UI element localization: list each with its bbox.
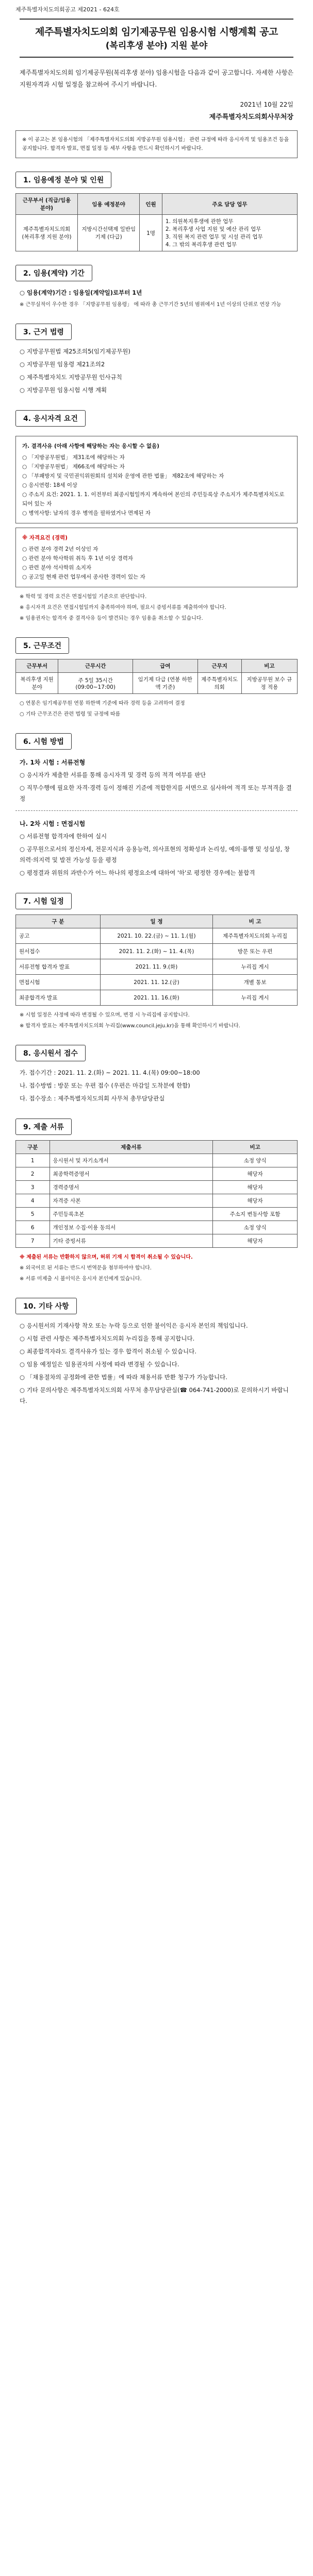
- schedule-item: 원서접수: [16, 944, 101, 959]
- cell-rank: 지방시간선택제 일반임기제 (다급): [78, 215, 140, 251]
- schedule-item: 공고: [16, 928, 101, 944]
- schedule-table: [15, 914, 298, 1006]
- doc-no: 6: [16, 1221, 50, 1234]
- issuer-name: 제주특별자치도의회사무처장: [209, 113, 293, 121]
- table-row: [16, 1154, 298, 1167]
- doc-name: 경력증명서: [50, 1181, 213, 1194]
- header-cell: 근무부서: [16, 659, 58, 673]
- page-title: 제주특별자치도의회 임기제공무원 임용시험 시행계획 공고: [35, 26, 278, 38]
- documents-note: ※ 서류 미제출 시 불이익은 응시자 본인에게 있습니다.: [20, 1276, 142, 1282]
- schedule-note-text: ※ 합격자 발표는 제주특별자치도의회 누리집(www.council.jeju.kr)을 통해 확인하시기 바랍니다.: [20, 1023, 240, 1029]
- term-line: ○ 임용(계약)기간 : 임용일(계약일)로부터 1년: [20, 289, 142, 296]
- misc-item: ○ 응시원서의 기재사항 착오 또는 누락 등으로 인한 불이익은 응시자 본인의 책임입니다.: [20, 1322, 248, 1329]
- section-5-title: 5. 근무조건: [15, 637, 69, 654]
- schedule-note: 개별 통보: [213, 975, 298, 990]
- cell-time: 주 5일 35시간 (09:00~17:00): [58, 673, 133, 694]
- eligibility-item: ○ 「부패방지 및 국민권익위원회의 설치와 운영에 관한 법률」 제82조에 해당하는 자: [22, 473, 224, 479]
- qualification-item: ○ 관련 분야 학사학위 취득 후 1년 이상 경력자: [22, 555, 133, 562]
- notice-box: ※ 이 공고는 본 임용시험의 「제주특별자치도의회 지방공무원 임용시험」 관련 규정에 따라 응시자격 및 임용조건 등을 공지합니다. 합격자 발표, 면접 일정 등 세부 사항을 반드시 확인하시기 바랍니다.: [15, 130, 298, 158]
- table-row: [16, 1181, 298, 1194]
- doc-no: 1: [16, 1154, 50, 1167]
- table-row: [16, 990, 298, 1006]
- eligibility-note: ※ 응시자격 요건은 면접시험일까지 충족하여야 하며, 필요시 증빙서류를 제출하여야 합니다.: [20, 605, 226, 611]
- header-count: 인원: [140, 194, 162, 215]
- eligibility-box: [15, 436, 298, 523]
- eligibility-item: ○ 「지방공무원법」 제66조에 해당하는 자: [22, 464, 125, 470]
- table-row: [16, 1208, 298, 1221]
- notice-number: 제주특별자치도의회공고 제2021 - 624호: [15, 6, 120, 13]
- table-row: [16, 944, 298, 959]
- section-8-title: 8. 응시원서 접수: [15, 1045, 86, 1061]
- cell-note: 지방공무원 보수 규정 적용: [241, 673, 297, 694]
- exam-step-2-line: ○ 평정결과 위원의 과반수가 어느 하나의 평정요소에 대하여 '하'로 평정한 경우에는 불합격: [20, 869, 255, 876]
- doc-note: 해당자: [213, 1234, 298, 1248]
- term-note: ※ 근무실적이 우수한 경우 「지방공무원 임용령」 에 따라 총 근무기간 5년의 범위에서 1년 이상의 단위로 연장 가능: [20, 302, 282, 308]
- header-cell: 근무지: [197, 659, 241, 673]
- doc-name: 기타 증빙서류: [50, 1234, 213, 1248]
- law-item: ○ 제주특별자치도 지방공무원 인사규칙: [20, 374, 122, 381]
- doc-note: 주소지 변동사항 포함: [213, 1208, 298, 1221]
- schedule-note: 방문 또는 우편: [213, 944, 298, 959]
- table-row: [16, 959, 298, 975]
- eligibility-note: ※ 임용권자는 합격자 중 결격사유 등이 발견되는 경우 임용을 취소할 수 있습니다.: [20, 616, 203, 621]
- schedule-note: 누리집 게시: [213, 959, 298, 975]
- schedule-note: 제주특별자치도의회 누리집: [213, 928, 298, 944]
- duty-item: 1. 의원복지후생에 관한 업무: [165, 218, 234, 225]
- exam-step-1-line: ○ 직무수행에 필요한 자격·경력 등이 정해진 기준에 적합한지를 서면으로 심사하여 적격 또는 부적격을 결정: [20, 784, 292, 802]
- law-item: ○ 지방공무원법 제25조의5(임기제공무원): [20, 348, 130, 355]
- doc-name: 주민등록초본: [50, 1208, 213, 1221]
- law-item: ○ 지방공무원 임용령 제21조의2: [20, 361, 105, 368]
- cell-place: 제주특별자치도의회: [197, 673, 241, 694]
- header-cell: 근무시간: [58, 659, 133, 673]
- cell-count: 1명: [140, 215, 162, 251]
- doc-no: 4: [16, 1194, 50, 1208]
- duty-item: 2. 복리후생 사업 지원 및 예산 관리 업무: [165, 226, 261, 232]
- eligibility-box-title: 가. 결격사유 (아래 사항에 해당하는 자는 응시할 수 없음): [22, 443, 159, 449]
- table-row: [16, 975, 298, 990]
- schedule-item: 서류전형 합격자 발표: [16, 959, 101, 975]
- doc-note: 소정 양식: [213, 1154, 298, 1167]
- schedule-date: 2021. 11. 2.(화) ~ 11. 4.(목): [100, 944, 212, 959]
- schedule-note: 누리집 게시: [213, 990, 298, 1006]
- cell-dept: 복리후생 지원 분야: [16, 673, 58, 694]
- schedule-date: 2021. 10. 22.(금) ~ 11. 1.(월): [100, 928, 212, 944]
- doc-no: 3: [16, 1181, 50, 1194]
- duty-item: 4. 그 밖의 복리후생 관련 업무: [165, 242, 237, 248]
- misc-item: ○ 기타 문의사항은 제주특별자치도의회 사무처 총무담당관실(☎ 064-741-2000)로 문의하시기 바랍니다.: [20, 1386, 289, 1404]
- law-item: ○ 지방공무원 임용시험 시행 계획: [20, 386, 107, 394]
- doc-no: 7: [16, 1234, 50, 1248]
- position-table: [15, 193, 298, 251]
- header-dept: 근무부서 (직급/임용 분야): [16, 194, 78, 215]
- doc-note: 소정 양식: [213, 1221, 298, 1234]
- table-row: [16, 1221, 298, 1234]
- documents-table: [15, 1140, 298, 1248]
- schedule-item: 최종합격자 발표: [16, 990, 101, 1006]
- misc-item: ○ 시험 관련 사항은 제주특별자치도의회 누리집을 통해 공지합니다.: [20, 1335, 195, 1342]
- header-cell: 급여: [133, 659, 197, 673]
- section-2-title: 2. 임용(계약) 기간: [15, 265, 92, 281]
- intro-text: 제주특별자치도의회 임기제공무원(복리후생 분야) 임용시험을 다음과 같이 공고합니다. 자세한 사항은 지원자격과 시험 일정을 참고하여 주시기 바랍니다.: [20, 69, 293, 88]
- misc-item: ○ 임용 예정일은 임용권자의 사정에 따라 변경될 수 있습니다.: [20, 1361, 179, 1368]
- header-cell: 비 고: [213, 915, 298, 928]
- section-1-title: 1. 임용예정 분야 및 인원: [15, 172, 111, 188]
- application-line: 다. 접수장소 : 제주특별자치도의회 사무처 총무담당관실: [20, 1095, 165, 1102]
- header-cell: 제출서류: [50, 1141, 213, 1154]
- announcement-date: 2021년 10월 22일: [240, 101, 293, 108]
- exam-step-2-line: ○ 공무원으로서의 정신자세, 전문지식과 응용능력, 의사표현의 정확성과 논리성, 예의·품행 및 성실성, 창의력·의지력 및 발전 가능성 등을 평정: [20, 845, 290, 863]
- section-3-title: 3. 근거 법령: [15, 324, 72, 340]
- doc-note: 해당자: [213, 1194, 298, 1208]
- conditions-note: ○ 기타 근무조건은 관련 법령 및 규정에 따름: [20, 711, 121, 717]
- doc-no: 2: [16, 1167, 50, 1181]
- exam-step-2-line: ○ 서류전형 합격자에 한하여 실시: [20, 833, 107, 840]
- schedule-date: 2021. 11. 9.(화): [100, 959, 212, 975]
- eligibility-note: ※ 학력 및 경력 요건은 면접시험일 기준으로 판단합니다.: [20, 594, 147, 600]
- header-cell: 구분: [16, 1141, 50, 1154]
- title-box: [20, 19, 293, 58]
- doc-name: 응시원서 및 자기소개서: [50, 1154, 213, 1167]
- table-row: [16, 1167, 298, 1181]
- section-6-title: 6. 시험 방법: [15, 733, 72, 750]
- eligibility-item: ○ 주소지 요건: 2021. 1. 1. 이전부터 최종시험일까지 계속하여 본인의 주민등록상 주소지가 제주특별자치도로 되어 있는 자: [22, 492, 285, 507]
- schedule-note-text: ※ 시험 일정은 사정에 따라 변경될 수 있으며, 변경 시 누리집에 공지합니다.: [20, 1012, 190, 1018]
- table-row: [16, 928, 298, 944]
- eligibility-item: ○ 병역사항: 남자의 경우 병역을 필하였거나 면제된 자: [22, 510, 151, 516]
- section-7-title: 7. 시험 일정: [15, 893, 72, 909]
- page-subtitle: (복리후생 분야) 지원 분야: [105, 41, 208, 51]
- section-4-title: 4. 응시자격 요건: [15, 410, 86, 427]
- application-line: 가. 접수기간 : 2021. 11. 2.(화) ~ 2021. 11. 4.(목) 09:00~18:00: [20, 1069, 200, 1076]
- misc-item: ○ 최종합격자라도 결격사유가 있는 경우 합격이 취소될 수 있습니다.: [20, 1348, 196, 1355]
- misc-item: ○ 「채용절차의 공정화에 관한 법률」에 따라 채용서류 반환 청구가 가능합니다.: [20, 1374, 227, 1381]
- schedule-item: 면접시험: [16, 975, 101, 990]
- header-cell: 일 정: [100, 915, 212, 928]
- conditions-table: [15, 659, 298, 694]
- header-cell: 비고: [241, 659, 297, 673]
- qualification-item: ○ 공고일 현재 관련 업무에서 종사한 경력이 있는 자: [22, 574, 145, 580]
- doc-name: 자격증 사본: [50, 1194, 213, 1208]
- qualification-box-title: ※ 자격요건 (경력): [22, 535, 68, 541]
- doc-name: 개인정보 수집·이용 동의서: [50, 1221, 213, 1234]
- conditions-note: ○ 연봉은 임기제공무원 연봉 하한액 기준에 따라 경력 등을 고려하여 결정: [20, 701, 185, 706]
- exam-step-1-title: 가. 1차 시험 : 서류전형: [20, 759, 86, 766]
- header-rank: 임용 예정분야: [78, 194, 140, 215]
- section-9-title: 9. 제출 서류: [15, 1118, 72, 1135]
- qualification-item: ○ 관련 분야 석사학위 소지자: [22, 565, 92, 571]
- schedule-date: 2021. 11. 16.(화): [100, 990, 212, 1006]
- documents-note: ※ 외국어로 된 서류는 반드시 번역문을 첨부하여야 합니다.: [20, 1265, 152, 1271]
- table-row: [16, 1194, 298, 1208]
- header-duties: 주요 담당 업무: [162, 194, 297, 215]
- eligibility-item: ○ 응시연령: 18세 이상: [22, 482, 78, 488]
- doc-no: 5: [16, 1208, 50, 1221]
- doc-note: 해당자: [213, 1167, 298, 1181]
- qualification-box: [15, 528, 298, 587]
- doc-name: 최종학력증명서: [50, 1167, 213, 1181]
- qualification-item: ○ 관련 분야 경력 2년 이상인 자: [22, 546, 98, 552]
- eligibility-item: ○ 「지방공무원법」 제31조에 해당하는 자: [22, 454, 125, 461]
- schedule-date: 2021. 11. 12.(금): [100, 975, 212, 990]
- header-cell: 구 분: [16, 915, 101, 928]
- exam-step-1-line: ○ 응시자가 제출한 서류를 통해 응시자격 및 경력 등의 적격 여부를 판단: [20, 771, 206, 778]
- documents-note: ※ 제출된 서류는 반환하지 않으며, 허위 기재 시 합격이 취소될 수 있습니다.: [20, 1255, 193, 1260]
- cell-pay: 임기제 다급 (연봉 하한액 기준): [133, 673, 197, 694]
- application-line: 나. 접수방법 : 방문 또는 우편 접수 (우편은 마감일 도착분에 한함): [20, 1082, 190, 1089]
- table-row: [16, 1234, 298, 1248]
- cell-duties: [162, 215, 297, 251]
- section-10-title: 10. 기타 사항: [15, 1298, 77, 1314]
- exam-step-2-title: 나. 2차 시험 : 면접시험: [20, 820, 86, 827]
- cell-dept: 제주특별자치도의회 (복리후생 지원 분야): [16, 215, 78, 251]
- duty-item: 3. 직원 복지 관련 업무 및 시설 관리 업무: [165, 234, 263, 240]
- doc-note: 해당자: [213, 1181, 298, 1194]
- header-cell: 비고: [213, 1141, 298, 1154]
